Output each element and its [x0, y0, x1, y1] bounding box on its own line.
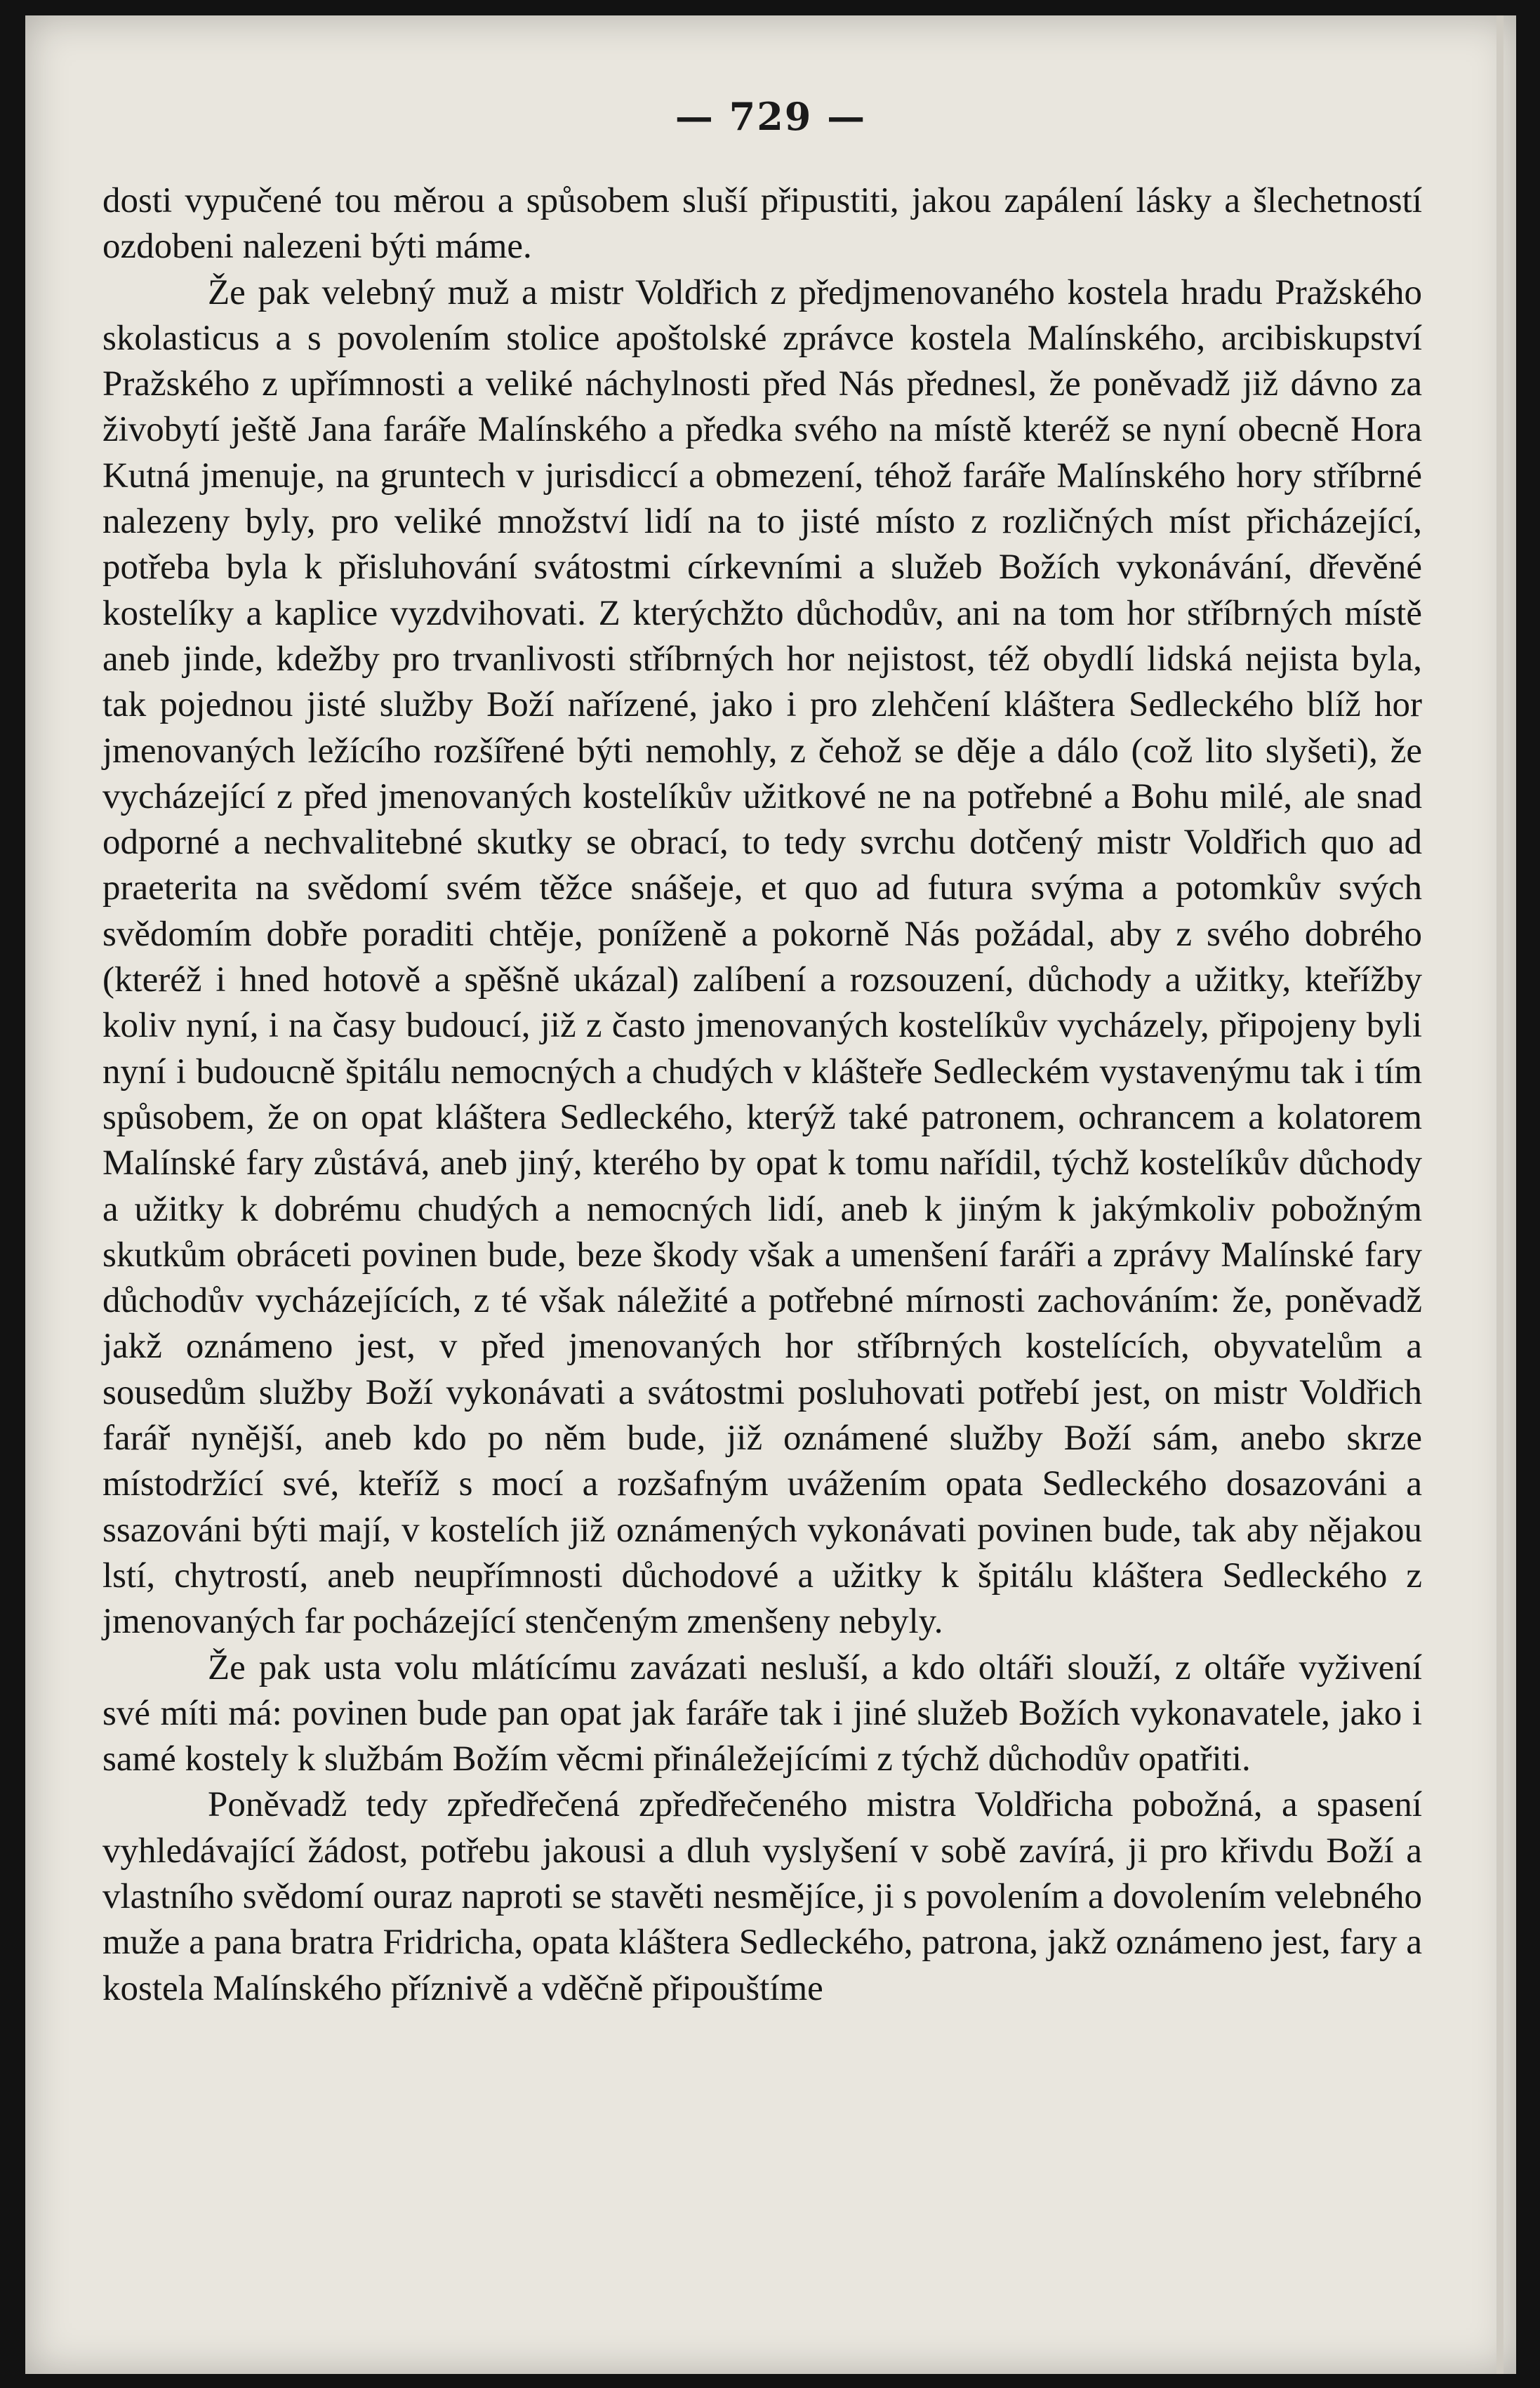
- page-number: — 729 —: [675, 94, 867, 139]
- page-edge: [1496, 15, 1504, 2374]
- paragraph-2: Že pak velebný muž a mistr Voldřich z předjmenovaného kostela hradu Pražského skolasticus a s povolením stolice apoštolské zprávce kostela Malínského, arcibiskupství Pražského z upřímnosti a veliké náchylnosti před Nás přednesl, že poněvadž již dávno za živobytí ještě Jana faráře Malínského a předka svého na místě kteréž se nyní obecně Hora Kutná jmenuje, na gruntech v jurisdiccí a obmezení, téhož faráře Malínského hory stříbrné nalezeny byly, pro veliké množství lidí na to jisté místo z rozličných míst přicházející, potřeba byla k přisluhování svátostmi církevními a služeb Božích vykonávání, dřevěné kostelíky a kaplice vyzdvihovati. Z kterýchžto důchodův, ani na tom hor stříbrných místě aneb jinde, kdežby pro trvanlivosti stříbrných hor nejistost, též obydlí lidská nejista byla, tak pojednou jisté služby Boží nařízené, jako i pro zlehčení kláštera Sedleckého blíž hor jmenovaných ležícího rozšířené býti nemohly, z čehož se děje a dálo (což lito slyšeti), že vycházející z před jmenovaných kostelíkův užitkové ne na potřebné a Bohu milé, ale snad odporné a nechvalitebné skutky se obrací, to tedy svrchu dotčený mistr Voldřich quo ad praeterita na svědomí svém těžce snášeje, et quo ad futura svýma a potomkův svých svědomím dobře poraditi chtěje, poníženě a pokorně Nás požádal, aby z svého dobrého (kteréž i hned hotově a spěšně ukázal) zalíbení a rozsouzení, důchody a užitky, kteřížby koliv nyní, i na časy budoucí, již z často jmenovaných kostelíkův vycházely, připojeny byli nyní i budoucně špitálu nemocných a chudých v klášteře Sedleckém vystavenýmu tak i tím spůsobem, že on opat kláštera Sedleckého, kterýž také patronem, ochrancem a kolatorem Malínské fary zůstává, aneb jiný, kterého by opat k tomu nařídil, týchž kostelíkův důchody a užitky k dobrému chudých a nemocných lidí, aneb k jiným k jakýmkoliv pobožným skutkům obráceti povinen bude, beze škody však a umenšení faráři a zprávy Malínské fary důchodův vycházejících, z té však náležité a potřebné mírnosti zachováním: že, poněvadž jakž oznámeno jest, v před jmenovaných hor stříbrných kostelících, obyvatelům a sousedům služby Boží vykonávati a svátostmi posluhovati potřebí jest, on mistr Voldřich farář nynější, aneb kdo po něm bude, již oznámené služby Boží sám, anebo skrze místodržící své, kteříž s mocí a rozšafným uvážením opata Sedleckého dosazováni a ssazováni býti mají, v kostelích již oznámených vykonávati povinen bude, tak aby nějakou lstí, chytrostí, aneb neupřímnosti důchodové a užitky k špitálu kláštera Sedleckého z jmenovaných far pocházející stenčeným zmenšeny nebyly.: [102, 272, 1422, 1642]
- paragraph-4: Poněvadž tedy zpředřečená zpředřečeného mistra Voldřicha pobožná, a spasení vyhledávající žádost, potřebu jakousi a dluh vyslyšení v sobě zavírá, ji pro křivdu Boží a vlastního svědomí ouraz naproti se stavěti nesmějíce, ji s povolením a dovolením velebného muže a pana bratra Fridricha, opata kláštera Sedleckého, patrona, jakž oznámeno jest, fary a kostela Malínského příznivě a vděčně připouštíme: [102, 1785, 1422, 2008]
- book-page: [25, 15, 1516, 2374]
- body-text: [102, 178, 1422, 2012]
- paragraph-1: dosti vypučené tou měrou a spůsobem sluší připustiti, jakou zapálení lásky a šlechetností ozdobeni nalezeni býti máme.: [102, 181, 1422, 267]
- paragraph-3: Že pak usta volu mlátícímu zavázati nesluší, a kdo oltáři slouží, z oltáře vyživení své míti má: povinen bude pan opat jak faráře tak i jiné služeb Božích vykonavatele, jako i samé kostely k službám Božím věcmi přináležejícími z týchž důchodův opatřiti.: [102, 1647, 1422, 1779]
